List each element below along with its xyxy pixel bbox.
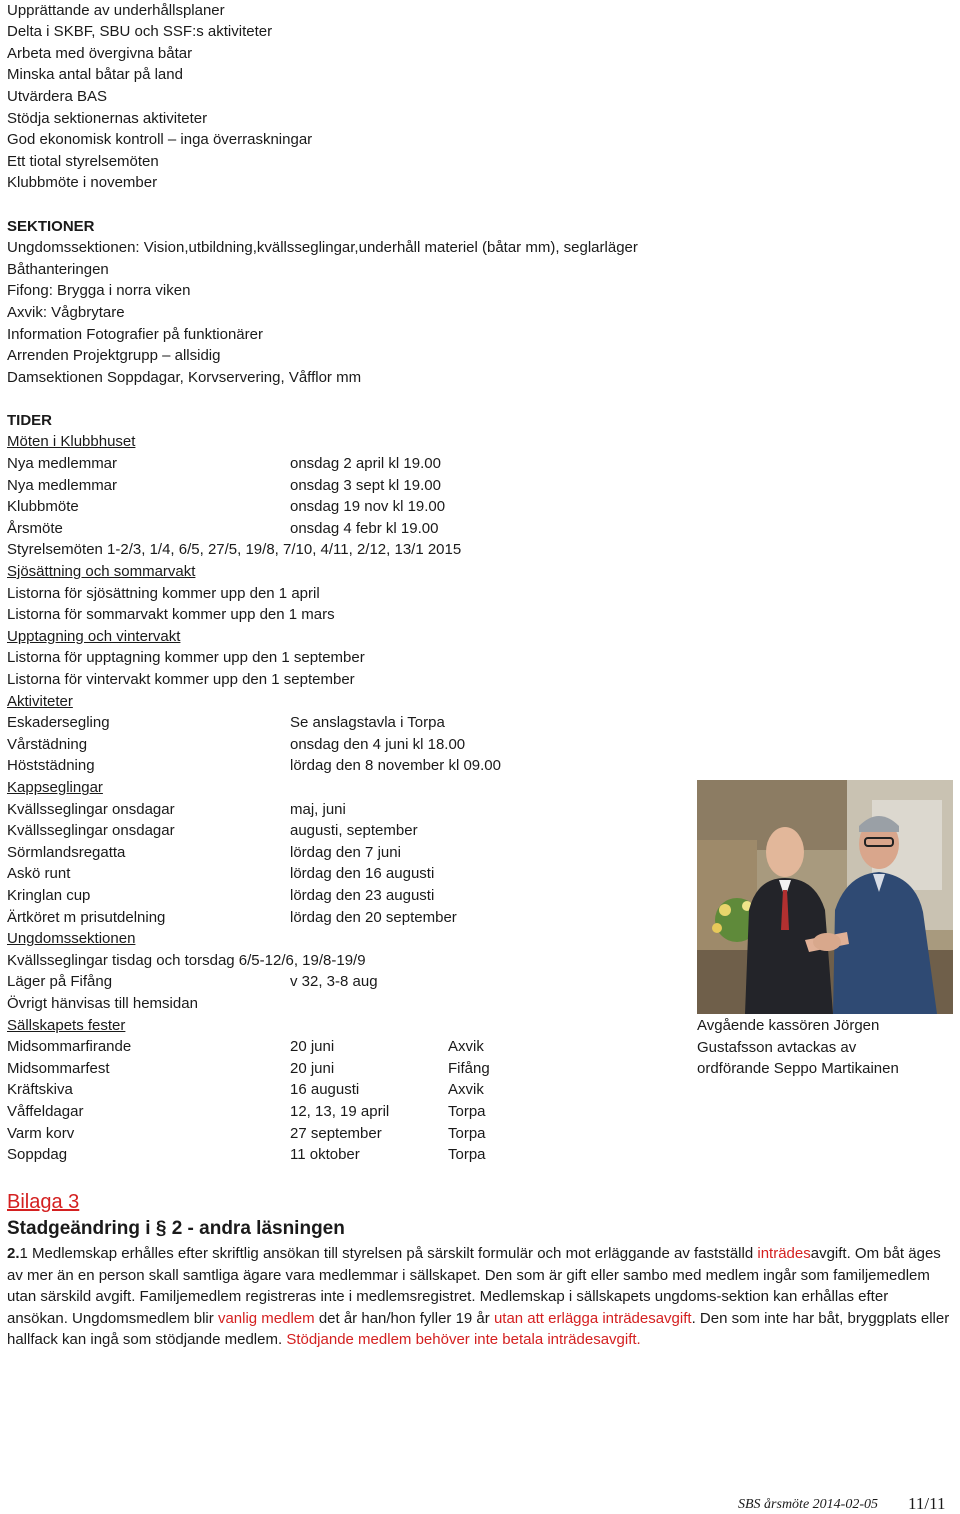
fest-name: Varm korv — [7, 1125, 75, 1142]
kapp-name: Sörmlandsregatta — [7, 844, 126, 861]
intro-line: Delta i SKBF, SBU och SSF:s aktiviteter — [7, 23, 273, 40]
styrelsemoten-line: Styrelsemöten 1-2/3, 1/4, 6/5, 27/5, 19/8, 7/10, 4/11, 2/12, 13/1 2015 — [7, 541, 462, 558]
kapp-name: Askö runt — [7, 865, 71, 882]
aktivitet-name: Höststädning — [7, 757, 95, 774]
kapp-when: lördag den 20 september — [290, 909, 457, 926]
paragraph-red-text: vanlig medlem — [217, 1309, 315, 1327]
caption-line: Avgående kassören Jörgen — [697, 1017, 880, 1034]
aktivitet-when: Se anslagstavla i Torpa — [290, 714, 445, 731]
kapp-when: maj, juni — [290, 801, 346, 818]
fest-where: Axvik — [448, 1038, 484, 1055]
sjosattning-line: Listorna för sjösättning kommer upp den 1 april — [7, 585, 320, 602]
intro-line: Upprättande av underhållsplaner — [7, 2, 225, 19]
kapp-name: Kvällsseglingar onsdagar — [7, 822, 175, 839]
fest-name: Midsommarfest — [7, 1060, 110, 1077]
aktivitet-name: Vårstädning — [7, 736, 88, 753]
paragraph-red-text: utan att erlägga inträdesavgift — [493, 1309, 692, 1327]
bilaga-title: Bilaga 3 — [7, 1191, 80, 1213]
moten-name: Årsmöte — [7, 520, 63, 537]
kapp-when: lördag den 7 juni — [290, 844, 401, 861]
paragraph-red-text: Stödjande medlem behöver inte betala inträdesavgift. — [286, 1331, 641, 1349]
bilaga-paragraph — [7, 1243, 953, 1351]
fester-heading: Sällskapets fester — [7, 1017, 126, 1034]
caption-line: Gustafsson avtackas av — [697, 1038, 857, 1056]
upptagning-heading: Upptagning och vintervakt — [7, 628, 181, 645]
fest-name: Soppdag — [7, 1146, 68, 1163]
photo-handshake — [697, 780, 953, 1014]
moten-when: onsdag 2 april kl 19.00 — [290, 455, 441, 472]
moten-name: Klubbmöte — [7, 498, 79, 515]
fest-when: 20 juni — [290, 1038, 335, 1055]
fest-when: 12, 13, 19 april — [290, 1103, 390, 1120]
ungdom-heading: Ungdomssektionen — [7, 930, 136, 947]
lager-when: v 32, 3-8 aug — [290, 973, 378, 990]
paragraph-number-tail: 1 — [19, 1245, 28, 1262]
sektion-line: Båthanteringen — [7, 261, 109, 278]
upptagning-line: Listorna för upptagning kommer upp den 1 september — [7, 649, 365, 666]
ungdom-kvall-line: Kvällsseglingar tisdag och torsdag 6/5-12/6, 19/8-19/9 — [7, 952, 366, 969]
moten-heading: Möten i Klubbhuset — [7, 433, 136, 450]
moten-when: onsdag 3 sept kl 19.00 — [290, 477, 441, 494]
sektion-line: Axvik: Vågbrytare — [7, 304, 125, 321]
lager-name: Läger på Fifång — [7, 973, 113, 990]
intro-line: Minska antal båtar på land — [7, 66, 183, 83]
intro-line: Stödja sektionernas aktiviteter — [7, 110, 208, 127]
fest-when: 27 september — [290, 1125, 382, 1142]
bilaga-subtitle: Stadgeändring i § 2 - andra läsningen — [7, 1218, 345, 1239]
sektioner-heading: SEKTIONER — [7, 218, 95, 235]
fest-when: 16 augusti — [290, 1081, 360, 1098]
sjosattning-heading: Sjösättning och sommarvakt — [7, 563, 196, 580]
kapp-when: augusti, september — [290, 822, 418, 839]
aktivitet-when: lördag den 8 november kl 09.00 — [290, 757, 501, 774]
sjosattning-line: Listorna för sommarvakt kommer upp den 1 mars — [7, 606, 335, 623]
fest-when: 11 oktober — [290, 1146, 360, 1163]
fest-where: Torpa — [448, 1103, 486, 1120]
page-number: 11/11 — [908, 1494, 946, 1513]
fest-name: Våffeldagar — [7, 1103, 84, 1120]
aktivitet-when: onsdag den 4 juni kl 18.00 — [290, 736, 466, 753]
sektion-line: Damsektionen Soppdagar, Korvservering, Våfflor mm — [7, 369, 362, 386]
fest-where: Torpa — [448, 1146, 486, 1163]
paragraph-text: avgift. Om båt äges av mer än en person skall samtliga ägare vara medlemmar i sällskapet. Den som är gift eller sambo med medlem ingår som familjemedlem utan särskild avgift. Familjemedlem registreras inte i medlemsregistret. Medlemskap i sällskapets ungdoms-sektion kan erhållas efter ansökan. Ungdomsmedlem blir — [7, 1245, 941, 1327]
fest-name: Kräftskiva — [7, 1081, 73, 1098]
moten-name: Nya medlemmar — [7, 455, 118, 472]
footer-text: SBS årsmöte 2014-02-05 — [738, 1497, 878, 1512]
kapp-when: lördag den 16 augusti — [290, 865, 435, 882]
intro-line: Arbeta med övergivna båtar — [7, 45, 193, 62]
intro-line: God ekonomisk kontroll – inga överraskningar — [7, 131, 313, 148]
kapp-name: Kringlan cup — [7, 887, 91, 904]
photo-caption — [697, 1015, 957, 1080]
ovrigt-line: Övrigt hänvisas till hemsidan — [7, 995, 198, 1012]
paragraph-red-text: inträdes — [757, 1245, 811, 1262]
kapp-heading: Kappseglingar — [7, 779, 103, 796]
tider-heading: TIDER — [7, 412, 52, 429]
sektion-line: Fifong: Brygga i norra viken — [7, 282, 191, 299]
paragraph-text: . Den som inte har båt, bryggplats eller hallfack kan ingå som stödjande medlem. — [7, 1309, 950, 1349]
paragraph-number: 2. — [7, 1245, 20, 1262]
aktivitet-name: Eskadersegling — [7, 714, 110, 731]
fest-where: Axvik — [448, 1081, 484, 1098]
intro-line: Klubbmöte i november — [7, 174, 158, 191]
fest-when: 20 juni — [290, 1060, 335, 1077]
moten-name: Nya medlemmar — [7, 477, 118, 494]
paragraph-text: Medlemskap erhålles efter skriftlig ansökan till styrelsen på särskilt formulär och mot erläggande av fastställd — [27, 1245, 758, 1262]
sektion-line: Arrenden Projektgrupp – allsidig — [7, 347, 221, 364]
intro-line: Ett tiotal styrelsemöten — [7, 153, 159, 170]
moten-when: onsdag 19 nov kl 19.00 — [290, 498, 446, 515]
upptagning-line: Listorna för vintervakt kommer upp den 1 september — [7, 671, 355, 688]
kapp-when: lördag den 23 augusti — [290, 887, 435, 904]
intro-line: Utvärdera BAS — [7, 88, 108, 105]
kapp-name: Kvällsseglingar onsdagar — [7, 801, 175, 818]
sektion-line: Information Fotografier på funktionärer — [7, 326, 263, 343]
fest-where: Torpa — [448, 1125, 486, 1142]
paragraph-text: det år han/hon fyller 19 år — [314, 1309, 494, 1327]
aktiviteter-heading: Aktiviteter — [7, 693, 73, 710]
fest-name: Midsommarfirande — [7, 1038, 132, 1055]
kapp-name: Ärtköret m prisutdelning — [7, 909, 166, 926]
moten-when: onsdag 4 febr kl 19.00 — [290, 520, 439, 537]
sektion-line: Ungdomssektionen: Vision,utbildning,kvällsseglingar,underhåll materiel (båtar mm), seglarläger — [7, 239, 638, 256]
fest-where: Fifång — [448, 1060, 490, 1077]
caption-line: ordförande Seppo Martikainen — [697, 1060, 899, 1078]
